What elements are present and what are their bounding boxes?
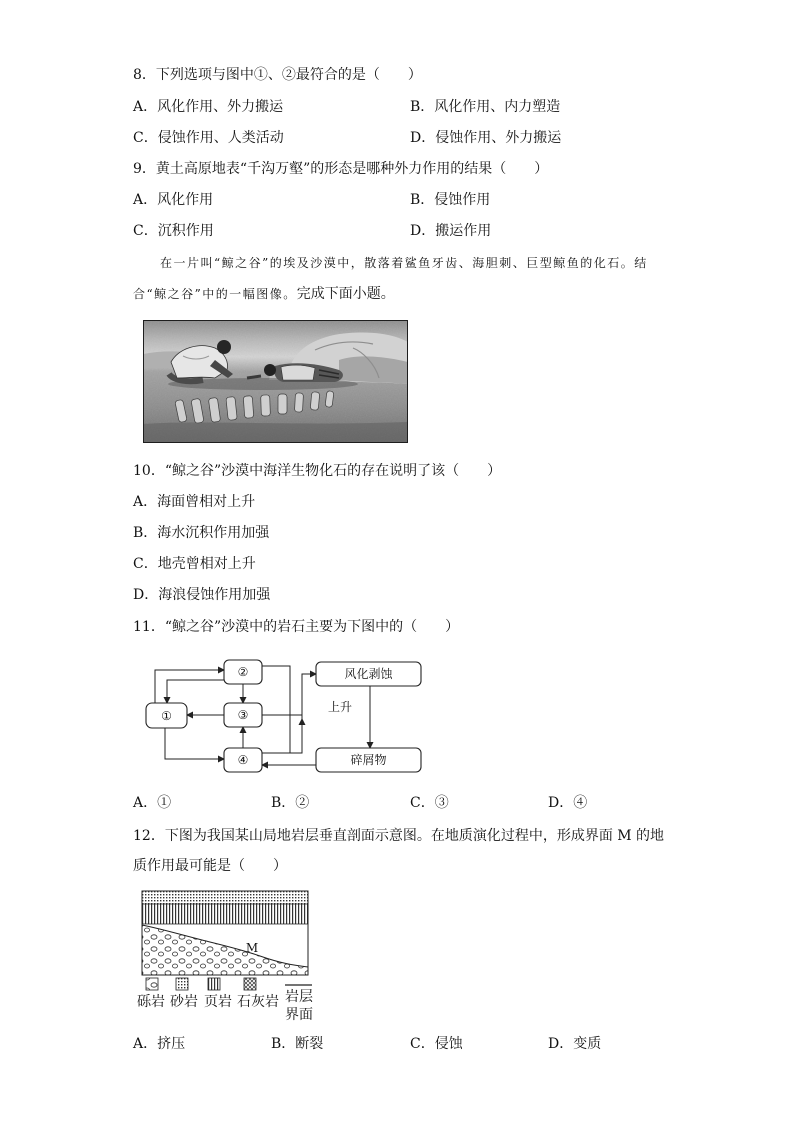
- q9-option-a: A．风化作用: [133, 192, 214, 208]
- q10-option-b: B．海水沉积作用加强: [133, 525, 270, 541]
- legend-sandstone-icon: [176, 978, 188, 990]
- arrow-1-to-2: [155, 670, 224, 703]
- legend-conglomerate-label: 砾岩: [137, 994, 165, 1010]
- q8-option-c: C．侵蚀作用、人类活动: [133, 130, 284, 146]
- legend-boundary-label-bottom: 界面: [285, 1007, 313, 1023]
- q9-option-b: B．侵蚀作用: [410, 192, 491, 208]
- q11-stem: 11．“鲸之谷”沙漠中的岩石主要为下图中的（ ）: [133, 619, 460, 635]
- photo-fossil-vertebra: [226, 397, 237, 421]
- legend-shale-label: 页岩: [204, 994, 232, 1010]
- q10-option-d: D．海浪侵蚀作用加强: [133, 587, 271, 603]
- q11-option-d: D．④: [548, 795, 588, 811]
- arrow-2-to-1: [167, 680, 224, 703]
- q8-stem: 8．下列选项与图中①、②最符合的是（ ）: [133, 67, 422, 83]
- q9-stem: 9．黄土高原地表“千沟万壑”的形态是哪种外力作用的结果（ ）: [133, 161, 549, 177]
- legend-sandstone-label: 砂岩: [170, 994, 198, 1010]
- box-2-label: ②: [237, 665, 249, 679]
- q12-stem-line-2: 质作用最可能是（ ）: [133, 858, 287, 874]
- box-1-label: ①: [161, 709, 172, 723]
- box-3-label: ③: [237, 708, 249, 722]
- q12-option-b: B．断裂: [271, 1036, 324, 1052]
- uplift-label: 上升: [327, 700, 353, 714]
- box-4-label: ④: [237, 753, 249, 767]
- photo-fossil-vertebra: [294, 393, 303, 412]
- photo-foreground-sand: [143, 422, 408, 443]
- legend-shale-icon: [208, 978, 220, 990]
- legend-boundary-label-top: 岩层: [285, 989, 313, 1005]
- whale-valley-photo: [143, 320, 408, 443]
- arrow-1-to-4: [165, 728, 224, 759]
- rock-cycle-diagram: [140, 655, 430, 780]
- material-line-2-lead: 合“鲸之谷”中的一幅图像。: [133, 287, 297, 301]
- q8-option-a: A．风化作用、外力搬运: [133, 99, 284, 115]
- legend-conglomerate-icon: [146, 978, 158, 990]
- strata-shale-layer: [142, 904, 308, 924]
- legend-limestone-label: 石灰岩: [237, 994, 279, 1010]
- photo-fossil-vertebra: [278, 394, 287, 414]
- q11-option-c: C．③: [410, 795, 449, 811]
- weathering-label: 风化剥蚀: [344, 667, 393, 681]
- material-line-2-instruction: 完成下面小题。: [296, 286, 395, 302]
- q8-option-b: B．风化作用、内力塑造: [410, 99, 561, 115]
- photo-fossil-vertebra: [243, 396, 254, 419]
- q12-option-d: D．变质: [548, 1036, 602, 1052]
- q11-option-a: A．①: [133, 795, 172, 811]
- link-2-to-4: [262, 666, 290, 753]
- q12-option-c: C．侵蚀: [410, 1036, 463, 1052]
- q12-option-a: A．挤压: [133, 1036, 186, 1052]
- photo-rock-shadow: [339, 356, 408, 384]
- photo-fossil-vertebra: [261, 395, 271, 416]
- strata-section-diagram: [136, 885, 320, 1025]
- arrow-uplift-to-weathering: [290, 674, 316, 753]
- photo-fossil-vertebra: [325, 391, 334, 408]
- q10-option-a: A．海面曾相对上升: [133, 494, 256, 510]
- material-line-1: 在一片叫“鲸之谷”的埃及沙漠中，散落着鲨鱼牙齿、海胆刺、巨型鲸鱼的化石。结: [160, 256, 648, 270]
- strata-top-layer: [142, 891, 308, 904]
- boundary-m-label: M: [245, 941, 259, 955]
- q8-option-d: D．侵蚀作用、外力搬运: [410, 130, 562, 146]
- q10-option-c: C．地壳曾相对上升: [133, 556, 256, 572]
- q10-stem: 10．“鲸之谷”沙漠中海洋生物化石的存在说明了该（ ）: [133, 463, 502, 479]
- debris-label: 碎屑物: [350, 753, 387, 767]
- material-line-2: [133, 284, 395, 304]
- q11-option-b: B．②: [271, 795, 310, 811]
- q12-stem-line-1: 12．下图为我国某山局地岩层垂直剖面示意图。在地质演化过程中，形成界面 M 的地: [133, 828, 665, 844]
- photo-fossil-vertebra: [310, 392, 320, 411]
- q9-option-d: D．搬运作用: [410, 223, 492, 239]
- legend-limestone-icon: [244, 978, 256, 990]
- q9-option-c: C．沉积作用: [133, 223, 214, 239]
